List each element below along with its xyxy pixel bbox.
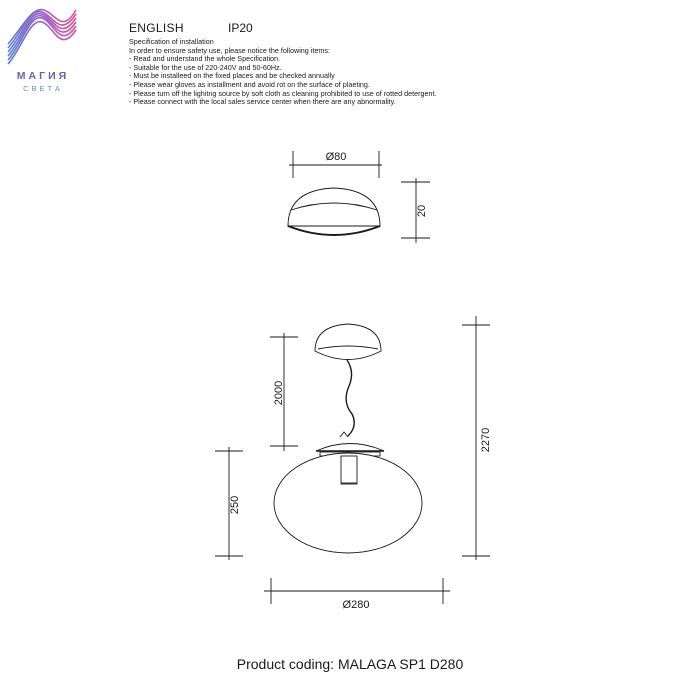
language-label: ENGLISH [129, 21, 184, 35]
logo-name: МАГИЯ [16, 70, 70, 82]
total-height-label: 2270 [480, 427, 492, 453]
canopy-rim [288, 226, 380, 235]
spec-line: - Must be installeed on the fixed places and be checked annually [129, 71, 335, 81]
lamp-holder [341, 456, 357, 484]
spec-line: Specification of installation [129, 37, 214, 46]
product-coding: Product coding: MALAGA SP1 D280 [236, 656, 464, 672]
canopy-detail [288, 188, 380, 235]
canopy-diameter-label: Ø80 [325, 151, 347, 163]
logo-tagline: СВЕТА [23, 84, 63, 93]
spec-line: - Please turn off the lighitng source by soft cloth as cleaning prohibited to use of rotted detergent. [129, 88, 437, 98]
shade-diameter-label: Ø280 [342, 599, 370, 611]
spec-line: - Please wear gloves as installment and avoid rot on the surface of plaeting. [129, 79, 370, 89]
spec-line: - Suitable for the use of 220-240V and 50-60Hz. [129, 62, 282, 72]
pendant-cord [346, 360, 354, 436]
pendant-canopy [315, 324, 381, 360]
ip-rating-label: IP20 [228, 21, 253, 35]
shade-cap [316, 432, 384, 456]
shade-height-label: 250 [229, 495, 241, 515]
spec-line: - Please connect with the local sales service center when there are any abnormality. [129, 97, 396, 107]
cord-length-label: 2000 [273, 380, 285, 406]
spec-line: In order to ensure safety use, please notice the following items: [129, 45, 330, 55]
canopy-height-label: 20 [416, 204, 428, 218]
spec-line: - Read and understand the whole Specification. [129, 54, 281, 64]
